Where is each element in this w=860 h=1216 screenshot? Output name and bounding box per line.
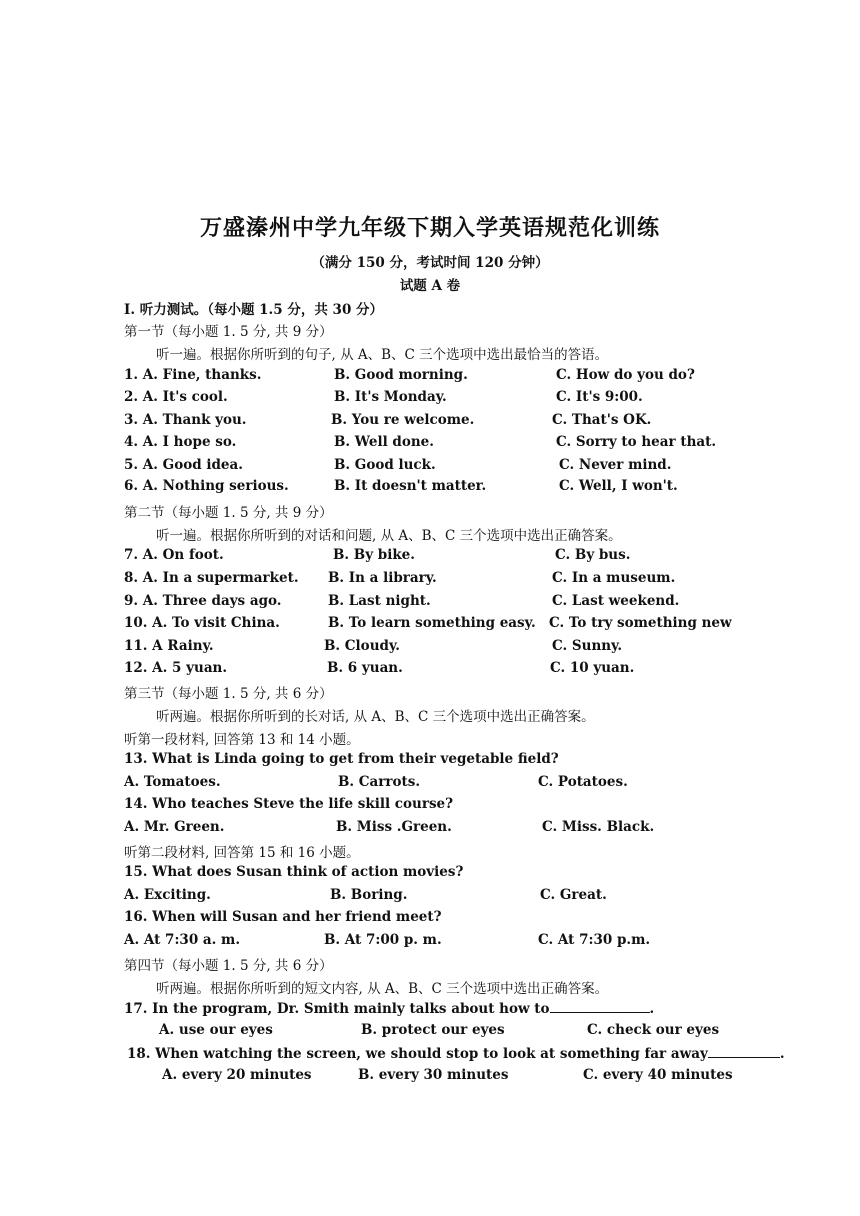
section3-material1: 听第一段材料, 回答第 13 和 14 小题。 xyxy=(124,732,360,748)
q14-option-c: C. Miss. Black. xyxy=(542,819,655,835)
q17-option-b: B. protect our eyes xyxy=(361,1022,505,1038)
q16-question: 16. When will Susan and her friend meet? xyxy=(124,909,442,925)
q11-option-b: B. Cloudy. xyxy=(324,638,400,654)
q7-option-a: 7. A. On foot. xyxy=(124,547,224,563)
section1-heading: 第一节（每小题 1. 5 分, 共 9 分） xyxy=(124,324,333,340)
q8-option-c: C. In a museum. xyxy=(552,570,676,586)
q17-answer-blank[interactable] xyxy=(550,1000,650,1013)
q16-option-a: A. At 7:30 a. m. xyxy=(124,932,241,948)
section1-instruction: 听一遍。根据你所听到的句子, 从 A、B、C 三个选项中选出最恰当的答语。 xyxy=(156,347,609,363)
part1-heading: I. 听力测试。（每小题 1.5 分，共 30 分） xyxy=(124,302,384,318)
q7-option-b: B. By bike. xyxy=(333,547,415,563)
q17-period: . xyxy=(649,1001,655,1017)
q18-row xyxy=(127,1045,785,1062)
q9-option-b: B. Last night. xyxy=(328,593,431,609)
q18-answer-blank[interactable] xyxy=(708,1045,780,1058)
q17-question: 17. In the program, Dr. Smith mainly talks about how to xyxy=(124,1001,550,1017)
q17-option-a: A. use our eyes xyxy=(159,1022,273,1038)
q18-period: . xyxy=(779,1046,785,1062)
q12-option-b: B. 6 yuan. xyxy=(327,660,403,676)
q17-row xyxy=(124,1000,654,1017)
q2-option-c: C. It's 9:00. xyxy=(556,389,643,405)
section4-instruction: 听两遍。根据你所听到的短文内容, 从 A、B、C 三个选项中选出正确答案。 xyxy=(156,981,609,997)
q16-option-b: B. At 7:00 p. m. xyxy=(324,932,442,948)
q4-option-b: B. Well done. xyxy=(334,434,434,450)
q8-option-b: B. In a library. xyxy=(328,570,437,586)
q13-option-a: A. Tomatoes. xyxy=(124,774,221,790)
q17-option-c: C. check our eyes xyxy=(587,1022,720,1038)
page-title: 万盛溱州中学九年级下期入学英语规范化训练 xyxy=(199,215,660,241)
q12-option-a: 12. A. 5 yuan. xyxy=(124,660,228,676)
section2-instruction: 听一遍。根据你所听到的对话和问题, 从 A、B、C 三个选项中选出正确答案。 xyxy=(156,528,622,544)
section2-heading: 第二节（每小题 1. 5 分, 共 9 分） xyxy=(124,505,333,521)
section3-material2: 听第二段材料, 回答第 15 和 16 小题。 xyxy=(124,845,360,861)
q10-option-c: C. To try something new xyxy=(549,615,732,631)
q6-option-a: 6. A. Nothing serious. xyxy=(124,478,289,494)
q14-question: 14. Who teaches Steve the life skill course? xyxy=(124,796,454,812)
q9-option-c: C. Last weekend. xyxy=(552,593,680,609)
q15-option-b: B. Boring. xyxy=(330,887,408,903)
volume-label: 试题 A 卷 xyxy=(399,278,461,294)
q9-option-a: 9. A. Three days ago. xyxy=(124,593,282,609)
q15-option-c: C. Great. xyxy=(540,887,607,903)
q15-option-a: A. Exciting. xyxy=(124,887,211,903)
q18-option-a: A. every 20 minutes xyxy=(162,1067,312,1083)
q4-option-c: C. Sorry to hear that. xyxy=(556,434,717,450)
section4-heading: 第四节（每小题 1. 5 分, 共 6 分） xyxy=(124,958,333,974)
q3-option-c: C. That's OK. xyxy=(552,412,652,428)
q2-option-a: 2. A. It's cool. xyxy=(124,389,228,405)
q7-option-c: C. By bus. xyxy=(555,547,631,563)
q16-option-c: C. At 7:30 p.m. xyxy=(538,932,651,948)
q1-option-a: 1. A. Fine, thanks. xyxy=(124,367,262,383)
q6-option-b: B. It doesn't matter. xyxy=(334,478,487,494)
q13-option-c: C. Potatoes. xyxy=(538,774,628,790)
q13-question: 13. What is Linda going to get from their vegetable field? xyxy=(124,751,559,767)
q3-option-b: B. You re welcome. xyxy=(331,412,475,428)
q18-option-b: B. every 30 minutes xyxy=(358,1067,509,1083)
q11-option-c: C. Sunny. xyxy=(552,638,623,654)
q10-option-b: B. To learn something easy. xyxy=(328,615,536,631)
q8-option-a: 8. A. In a supermarket. xyxy=(124,570,299,586)
q14-option-b: B. Miss .Green. xyxy=(336,819,452,835)
q14-option-a: A. Mr. Green. xyxy=(124,819,225,835)
section3-instruction: 听两遍。根据你所听到的长对话, 从 A、B、C 三个选项中选出正确答案。 xyxy=(156,709,595,725)
q18-question: 18. When watching the screen, we should stop to look at something far away xyxy=(127,1046,708,1062)
q6-option-c: C. Well, I won't. xyxy=(559,478,678,494)
q18-option-c: C. every 40 minutes xyxy=(583,1067,733,1083)
q1-option-b: B. Good morning. xyxy=(334,367,468,383)
q3-option-a: 3. A. Thank you. xyxy=(124,412,247,428)
q11-option-a: 11. A Rainy. xyxy=(124,638,214,654)
q2-option-b: B. It's Monday. xyxy=(334,389,447,405)
q5-option-c: C. Never mind. xyxy=(559,457,672,473)
q13-option-b: B. Carrots. xyxy=(338,774,421,790)
q12-option-c: C. 10 yuan. xyxy=(550,660,635,676)
q15-question: 15. What does Susan think of action movies? xyxy=(124,864,464,880)
q5-option-b: B. Good luck. xyxy=(334,457,436,473)
q4-option-a: 4. A. I hope so. xyxy=(124,434,237,450)
q5-option-a: 5. A. Good idea. xyxy=(124,457,243,473)
q1-option-c: C. How do you do? xyxy=(556,367,695,383)
section3-heading: 第三节（每小题 1. 5 分, 共 6 分） xyxy=(124,686,333,702)
q10-option-a: 10. A. To visit China. xyxy=(124,615,280,631)
exam-subtitle: （满分 150 分，考试时间 120 分钟） xyxy=(311,255,549,271)
